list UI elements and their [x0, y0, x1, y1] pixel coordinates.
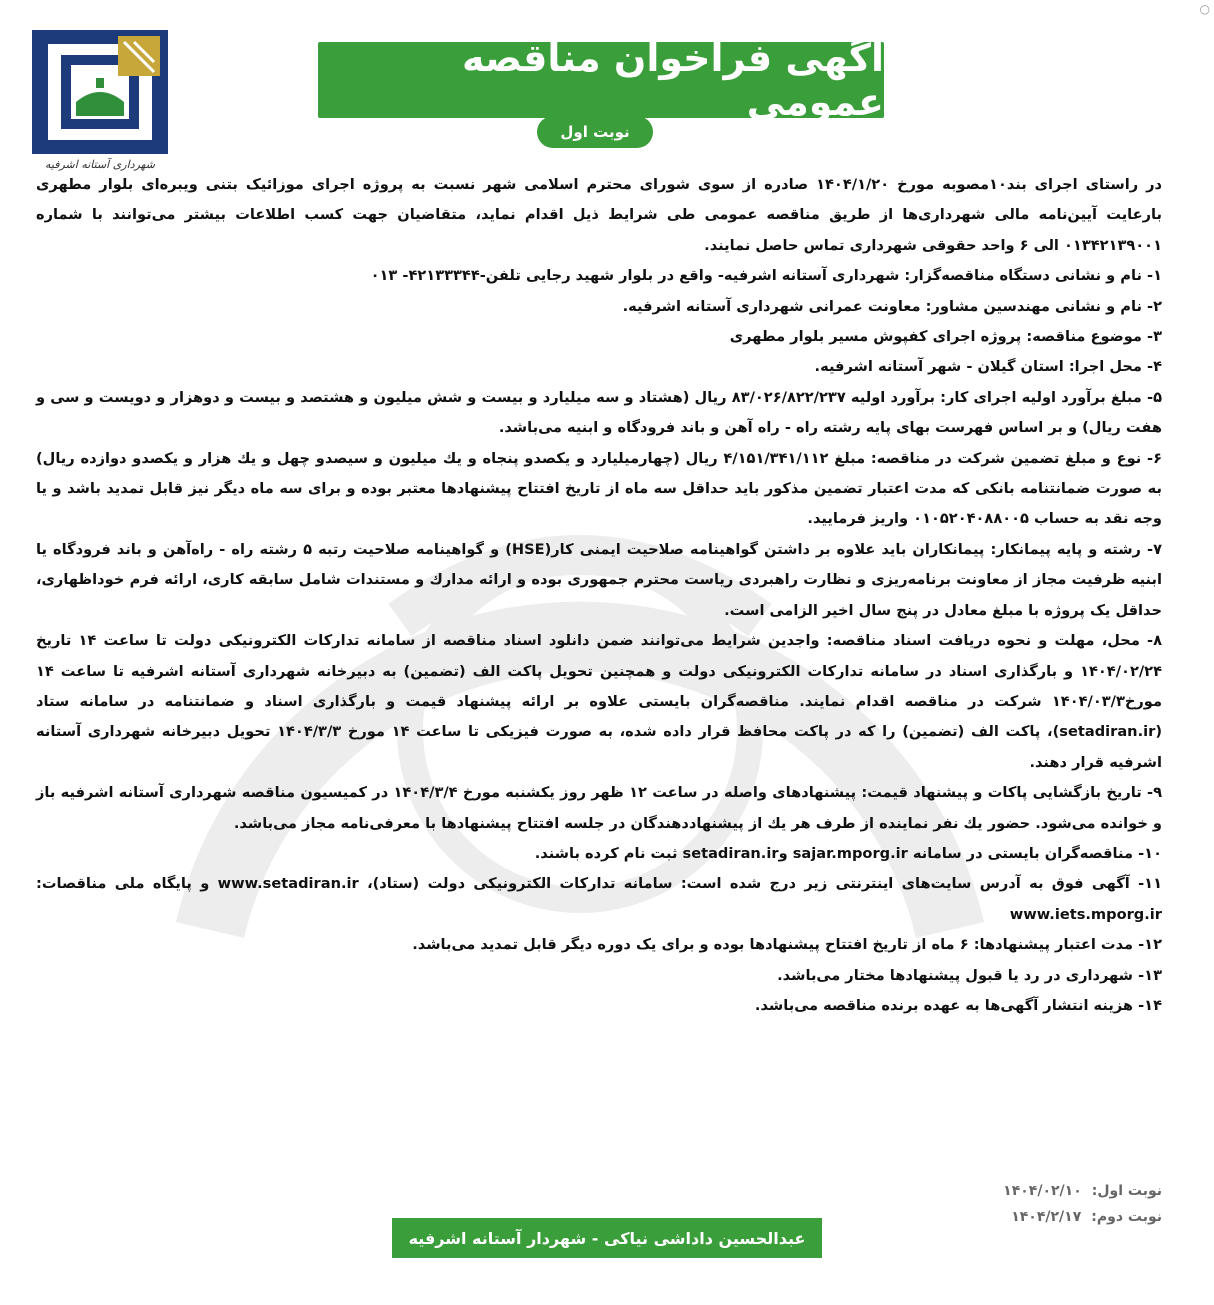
second-publication-label: نوبت دوم: [1091, 1209, 1162, 1225]
round-badge: نوبت اول [537, 116, 653, 148]
notice-item-7: ۷- رشته و پایه پیمانکار: پیمانکاران باید علاوه بر داشتن گواهینامه صلاحیت ایمنی کار(HSE) و گواهینامه صلاحیت رتبه ۵ رشته راه - راه‌آهن و باند فرودگاه یا ابنیه ظرفیت مجاز از معاونت برنامه‌ریزی و نظارت راهبردی ریاست محترم جمهوری بوده و ارائه مدارك و مستندات شامل سابقه کاری، ارائه فرم خوداظهاری، حداقل یک پروژه با مبلغ معادل در پنج سال اخیر الزامی است. [36, 540, 1162, 619]
intro-paragraph: در راستای اجرای بند۱۰مصوبه مورخ ۱۴۰۴/۱/۲۰ صادره از سوی شورای محترم اسلامی شهر نسبت به پروژه اجرای موزائیک بتنی ویبره‌ای بلوار مطهری بارعایت آیین‌نامه مالی شهرداری‌ها از طریق مناقصه عمومی طی شرایط ذیل اقدام نماید، متقاضیان جهت کسب اطلاعات بیشتر می‌توانند با شماره ۰۱۳۴۲۱۳۹۰۰۱ الی ۶ واحد حقوقی شهرداری تماس حاصل نمایند. [36, 176, 1163, 254]
notice-body [36, 170, 1162, 1021]
notice-item-6: ۶- نوع و مبلغ تضمین شرکت در مناقصه: مبلغ ۴/۱۵۱/۳۴۱/۱۱۲ ریال (چهارمیلیارد و یکصدو پنجاه و یك میلیون و سیصدو چهل و یك هزار و یکصدو دوازده ریال) به صورت ضمانتنامه بانکی که مدت اعتبار تضمین مذکور باید حداقل سه ماه از تاریخ افتتاح پیشنهادها معتبر بوده و برای سه ماه دیگر نیز قابل تمدید باشد و یا وجه نقد به حساب ۰۱۰۵۲۰۴۰۸۸۰۰۵ واریز فرمایید. [36, 449, 1162, 528]
notice-item-3: ۳- موضوع مناقصه: پروژه اجرای کفپوش مسیر بلوار مطهری [729, 328, 1162, 346]
second-publication-date: ۱۴۰۴/۲/۱۷ [1011, 1209, 1082, 1225]
notice-item-2: ۲- نام و نشانی مهندسین مشاور: معاونت عمرانی شهرداری آستانه اشرفیه. [622, 297, 1162, 315]
notice-item-8: ۸- محل، مهلت و نحوه دریافت اسناد مناقصه: واجدین شرایط می‌توانند ضمن دانلود اسناد مناقصه از سامانه تدارکات الکترونیکی دولت تا ساعت ۱۴ تاریخ ۱۴۰۴/۰۲/۲۴ و بارگذاری اسناد در سامانه تدارکات الکترونیکی دولت و همچنین تحویل پاکت الف (تضمین) به دبیرخانه شهرداری آستانه اشرفیه تا ساعت ۱۴ مورخ۱۴۰۴/۰۳/۳ شرکت در مناقصه اقدام نمایند. مناقصه‌گران بایستی علاوه بر ارائه پیشنهاد قیمت و بارگذاری اسناد و ضمانتنامه در سامانه ستاد (setadiran.ir)، پاکت الف (تضمین) را که در پاکت محافظ قرار داده شده، به صورت فیزیکی تا ساعت ۱۴ مورخ ۱۴۰۴/۳/۳ تحویل دبیرخانه شهرداری آستانه اشرفیه قرار دهند. [36, 632, 1162, 771]
notice-item-11: ۱۱- آگهی فوق به آدرس سایت‌های اینترنتی زیر درج شده است: سامانه تدارکات الکترونیکی دولت (ستاد)، www.setadiran.ir و پایگاه ملی مناقصات: www.iets.mporg.ir [36, 875, 1162, 923]
notice-title: آگهی فراخوان مناقصه عمومی [318, 42, 884, 118]
first-publication-label: نوبت اول: [1091, 1183, 1162, 1199]
second-publication [1003, 1204, 1162, 1230]
notice-item-10: ۱۰- مناقصه‌گران بایستی در سامانه sajar.mporg.ir وsetadiran.ir ثبت نام کرده باشند. [534, 844, 1162, 862]
notice-item-1: ۱- نام و نشانی دستگاه مناقصه‌گزار: شهرداری آستانه اشرفیه- واقع در بلوار شهید رجایی تلفن-۴۲۱۳۳۳۴۴- ۰۱۳ [370, 267, 1162, 285]
publication-dates [1003, 1178, 1162, 1230]
first-publication [1003, 1178, 1162, 1204]
mayor-signature: عبدالحسین داداشی نیاکی - شهردار آستانه اشرفیه [392, 1218, 822, 1258]
notice-item-9: ۹- تاریخ بازگشایی پاکات و پیشنهاد قیمت: پیشنهادهای واصله در ساعت ۱۲ ظهر روز یکشنبه مورخ ۱۴۰۴/۳/۴ در کمیسیون مناقصه شهرداری آستانه اشرفیه باز و خوانده می‌شود. حضور یك نفر نماینده از طرف هر یك از پیشنهاددهندگان در جلسه افتتاح پیشنهادها با معرفی‌نامه مجاز می‌باشد. [36, 784, 1162, 832]
municipality-emblem-icon [30, 30, 170, 154]
logo-caption: شهرداری آستانه اشرفیه [45, 158, 155, 171]
notice-item-4: ۴- محل اجرا: استان گیلان - شهر آستانه اشرفیه. [814, 358, 1162, 376]
page-corner-mark: ○ [1199, 2, 1210, 16]
notice-item-5: ۵- مبلغ برآورد اولیه اجرای کار: برآورد اولیه ۸۳/۰۲۶/۸۲۲/۲۳۷ ریال (هشتاد و سه میلیارد و بیست و شش میلیون و هشتصد و بیست و دوهزار و دویست و سی و هفت ریال) و بر اساس فهرست بهای پایه رشته راه - راه آهن و باند فرودگاه و ابنیه می‌باشد. [36, 388, 1162, 437]
notice-item-13: ۱۳- شهرداری در رد یا قبول پیشنهادها مختار می‌باشد. [777, 966, 1162, 984]
notice-item-12: ۱۲- مدت اعتبار پیشنهادها: ۶ ماه از تاریخ افتتاح پیشنهادها بوده و برای یک دوره دیگر قابل تمدید می‌باشد. [412, 936, 1162, 954]
municipality-logo [30, 30, 170, 180]
first-publication-date: ۱۴۰۴/۰۲/۱۰ [1003, 1183, 1082, 1199]
notice-item-14: ۱۴- هزینه انتشار آگهی‌ها به عهده برنده مناقصه می‌باشد. [754, 996, 1162, 1014]
